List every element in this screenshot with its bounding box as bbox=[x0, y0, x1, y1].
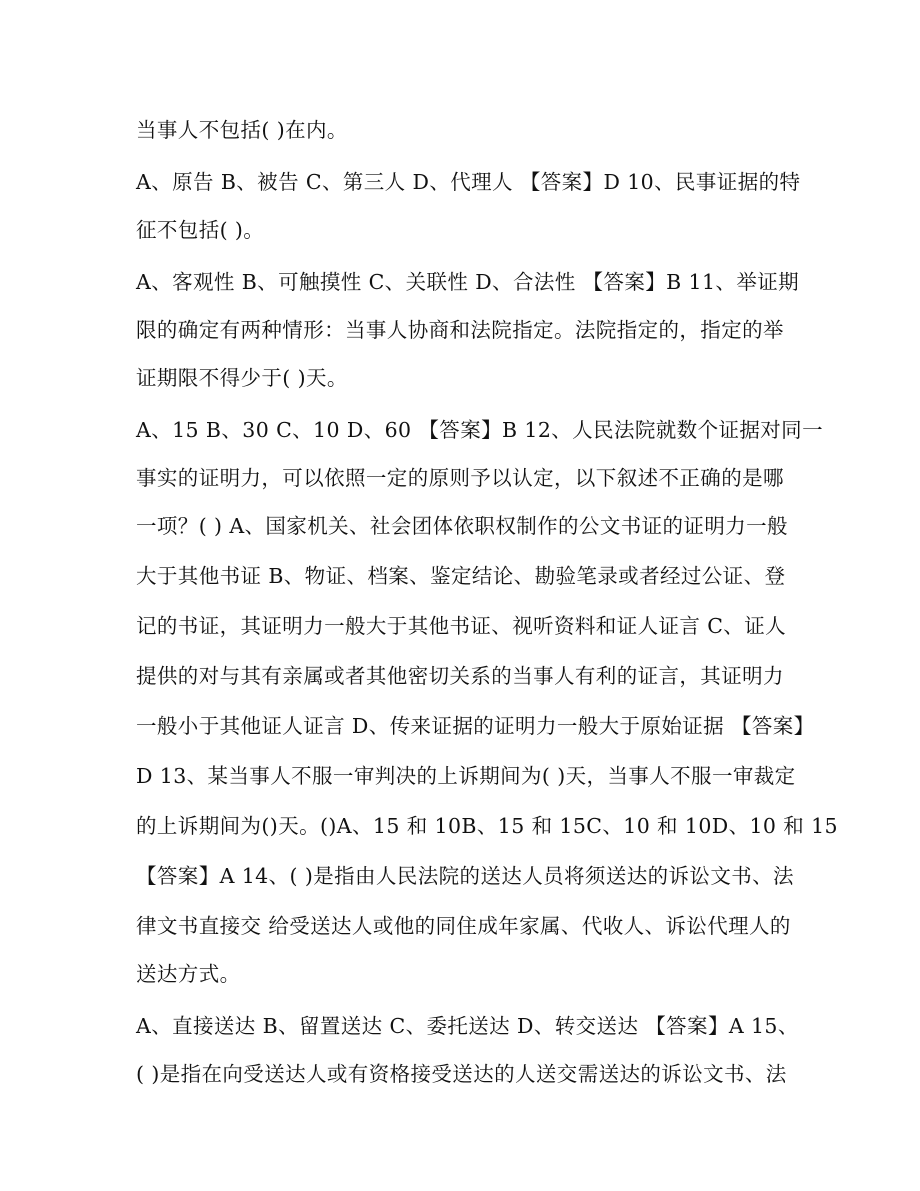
text-line: A、15 B、30 C、10 D、60 【答案】B 12、人民法院就数个证据对同一 bbox=[136, 418, 823, 442]
text-line: D 13、某当事人不服一审判决的上诉期间为( )天，当事人不服一审裁定 bbox=[136, 764, 796, 788]
text-line: A、客观性 B、可触摸性 C、关联性 D、合法性 【答案】B 11、举证期 bbox=[136, 270, 800, 294]
text-line: 当事人不包括( )在内。 bbox=[136, 118, 348, 142]
text-line: A、原告 B、被告 C、第三人 D、代理人 【答案】D 10、民事证据的特 bbox=[136, 170, 801, 194]
text-line: 一项？( ) A、国家机关、社会团体依职权制作的公文书证的证明力一般 bbox=[136, 514, 788, 538]
text-line: 【答案】A 14、( )是指由人民法院的送达人员将须送达的诉讼文书、法 bbox=[136, 864, 794, 888]
text-line: A、直接送达 B、留置送达 C、委托送达 D、转交送达 【答案】A 15、 bbox=[136, 1014, 799, 1038]
text-line: 证期限不得少于( )天。 bbox=[136, 366, 348, 390]
text-line: 律文书直接交 给受送达人或他的同住成年家属、代收人、诉讼代理人的 bbox=[136, 914, 791, 938]
text-line: 的上诉期间为()天。()A、15 和 10B、15 和 15C、10 和 10D、10 和 15 bbox=[136, 814, 838, 838]
text-line: 记的书证，其证明力一般大于其他书证、视听资料和证人证言 C、证人 bbox=[136, 614, 786, 638]
text-line: 提供的对与其有亲属或者其他密切关系的当事人有利的证言，其证明力 bbox=[136, 664, 784, 688]
text-line: ( )是指在向受送达人或有资格接受送达的人送交需送达的诉讼文书、法 bbox=[136, 1062, 787, 1086]
text-line: 事实的证明力，可以依照一定的原则予以认定，以下叙述不正确的是哪 bbox=[136, 466, 784, 490]
text-line: 一般小于其他证人证言 D、传来证据的证明力一般大于原始证据 【答案】 bbox=[136, 714, 815, 738]
text-line: 限的确定有两种情形：当事人协商和法院指定。法院指定的，指定的举 bbox=[136, 318, 784, 342]
text-line: 送达方式。 bbox=[136, 962, 241, 986]
text-line: 大于其他书证 B、物证、档案、鉴定结论、勘验笔录或者经过公证、登 bbox=[136, 564, 786, 588]
text-line: 征不包括( )。 bbox=[136, 218, 265, 242]
